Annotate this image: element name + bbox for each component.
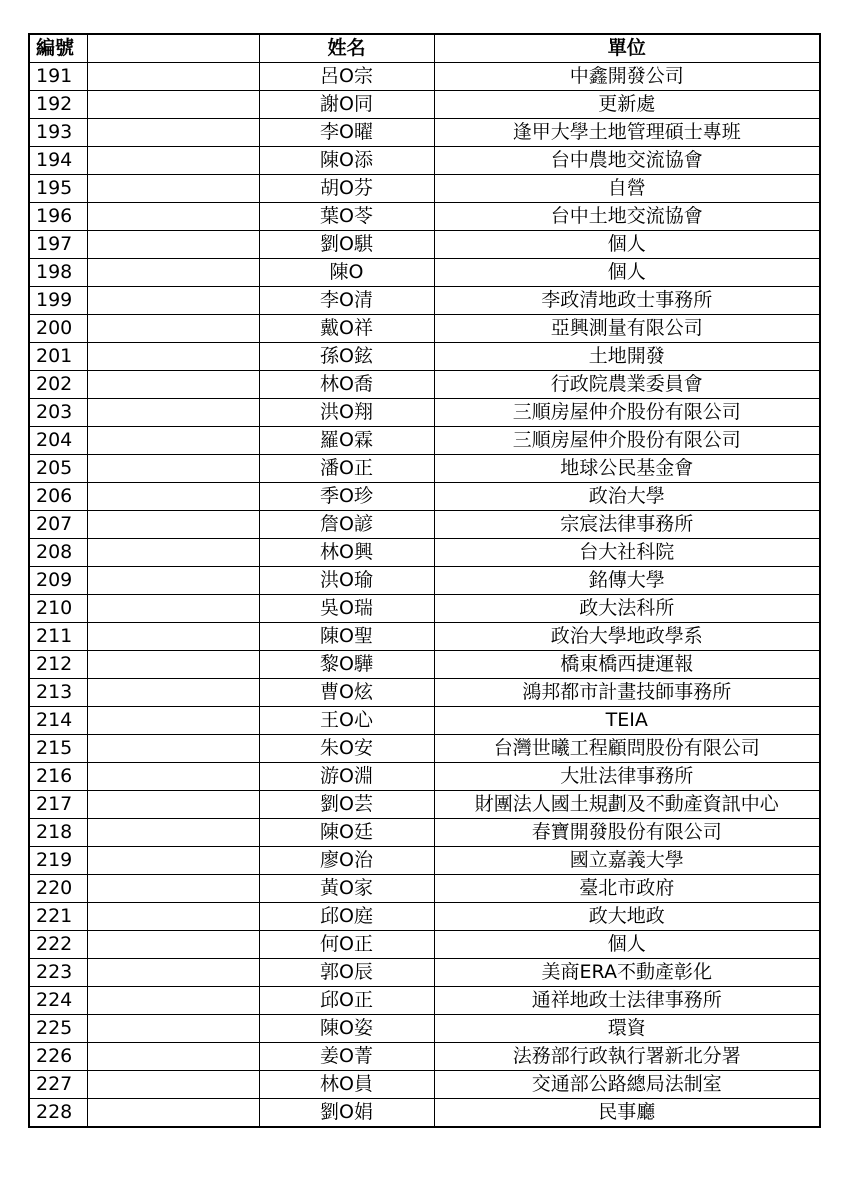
- row-blank-cell: [87, 63, 259, 91]
- table-row: [29, 875, 820, 903]
- row-number: 209: [29, 567, 87, 595]
- row-number: 214: [29, 707, 87, 735]
- row-unit: 財團法人國土規劃及不動產資訊中心: [434, 791, 820, 819]
- table-row: [29, 567, 820, 595]
- table-row: [29, 651, 820, 679]
- row-unit: 土地開發: [434, 343, 820, 371]
- row-blank-cell: [87, 175, 259, 203]
- row-blank-cell: [87, 91, 259, 119]
- header-unit: 單位: [434, 34, 820, 63]
- row-blank-cell: [87, 875, 259, 903]
- row-name: 陳O姿: [259, 1015, 434, 1043]
- row-name: 廖O治: [259, 847, 434, 875]
- row-number: 222: [29, 931, 87, 959]
- table-row: [29, 315, 820, 343]
- row-number: 226: [29, 1043, 87, 1071]
- row-name: 游O淵: [259, 763, 434, 791]
- table-row: [29, 931, 820, 959]
- row-number: 193: [29, 119, 87, 147]
- table-row: [29, 91, 820, 119]
- row-name: 吳O瑞: [259, 595, 434, 623]
- row-unit: 環資: [434, 1015, 820, 1043]
- table-row: [29, 1015, 820, 1043]
- row-name: 詹O諺: [259, 511, 434, 539]
- row-number: 218: [29, 819, 87, 847]
- table-row: [29, 1099, 820, 1128]
- row-unit: 更新處: [434, 91, 820, 119]
- row-name: 黃O家: [259, 875, 434, 903]
- table-header-row: [29, 34, 820, 63]
- row-blank-cell: [87, 371, 259, 399]
- row-unit: 大壯法律事務所: [434, 763, 820, 791]
- row-number: 191: [29, 63, 87, 91]
- row-unit: 臺北市政府: [434, 875, 820, 903]
- row-unit: 個人: [434, 931, 820, 959]
- row-blank-cell: [87, 399, 259, 427]
- row-blank-cell: [87, 847, 259, 875]
- row-unit: 交通部公路總局法制室: [434, 1071, 820, 1099]
- row-unit: 個人: [434, 231, 820, 259]
- row-blank-cell: [87, 903, 259, 931]
- table-row: [29, 63, 820, 91]
- row-name: 郭O辰: [259, 959, 434, 987]
- row-name: 王O心: [259, 707, 434, 735]
- row-blank-cell: [87, 819, 259, 847]
- table-row: [29, 1071, 820, 1099]
- row-blank-cell: [87, 651, 259, 679]
- row-blank-cell: [87, 707, 259, 735]
- row-unit: 通祥地政士法律事務所: [434, 987, 820, 1015]
- row-unit: 宗宸法律事務所: [434, 511, 820, 539]
- row-number: 194: [29, 147, 87, 175]
- row-blank-cell: [87, 679, 259, 707]
- table-row: [29, 511, 820, 539]
- table-row: [29, 735, 820, 763]
- row-name: 林O員: [259, 1071, 434, 1099]
- header-number: 編號: [29, 34, 87, 63]
- row-number: 196: [29, 203, 87, 231]
- row-number: 195: [29, 175, 87, 203]
- table-row: [29, 343, 820, 371]
- row-number: 200: [29, 315, 87, 343]
- row-name: 呂O宗: [259, 63, 434, 91]
- row-name: 戴O祥: [259, 315, 434, 343]
- row-number: 207: [29, 511, 87, 539]
- row-blank-cell: [87, 595, 259, 623]
- row-unit: 法務部行政執行署新北分署: [434, 1043, 820, 1071]
- row-blank-cell: [87, 147, 259, 175]
- row-name: 孫O鉉: [259, 343, 434, 371]
- table-row: [29, 427, 820, 455]
- row-number: 203: [29, 399, 87, 427]
- row-unit: 李政清地政士事務所: [434, 287, 820, 315]
- row-blank-cell: [87, 791, 259, 819]
- row-unit: 美商ERA不動產彰化: [434, 959, 820, 987]
- row-number: 202: [29, 371, 87, 399]
- header-blank: [87, 34, 259, 63]
- row-name: 葉O苓: [259, 203, 434, 231]
- row-unit: 國立嘉義大學: [434, 847, 820, 875]
- row-unit: 銘傳大學: [434, 567, 820, 595]
- row-number: 198: [29, 259, 87, 287]
- row-number: 221: [29, 903, 87, 931]
- table-row: [29, 203, 820, 231]
- row-number: 199: [29, 287, 87, 315]
- row-name: 邱O庭: [259, 903, 434, 931]
- table-row: [29, 959, 820, 987]
- row-blank-cell: [87, 427, 259, 455]
- row-number: 219: [29, 847, 87, 875]
- row-number: 220: [29, 875, 87, 903]
- row-name: 陳O廷: [259, 819, 434, 847]
- row-name: 李O曜: [259, 119, 434, 147]
- row-blank-cell: [87, 987, 259, 1015]
- row-unit: 政大地政: [434, 903, 820, 931]
- row-unit: 橋東橋西捷運報: [434, 651, 820, 679]
- row-name: 林O興: [259, 539, 434, 567]
- row-blank-cell: [87, 1043, 259, 1071]
- header-name: 姓名: [259, 34, 434, 63]
- row-blank-cell: [87, 623, 259, 651]
- row-name: 劉O騏: [259, 231, 434, 259]
- row-number: 192: [29, 91, 87, 119]
- row-number: 215: [29, 735, 87, 763]
- row-blank-cell: [87, 343, 259, 371]
- row-number: 208: [29, 539, 87, 567]
- row-unit: 民事廳: [434, 1099, 820, 1128]
- table-row: [29, 259, 820, 287]
- table-row: [29, 903, 820, 931]
- row-number: 216: [29, 763, 87, 791]
- row-number: 197: [29, 231, 87, 259]
- row-name: 胡O芬: [259, 175, 434, 203]
- row-unit: 中鑫開發公司: [434, 63, 820, 91]
- table-row: [29, 763, 820, 791]
- row-blank-cell: [87, 567, 259, 595]
- row-blank-cell: [87, 511, 259, 539]
- row-number: 212: [29, 651, 87, 679]
- row-unit: 三順房屋仲介股份有限公司: [434, 399, 820, 427]
- row-number: 204: [29, 427, 87, 455]
- row-name: 朱O安: [259, 735, 434, 763]
- row-number: 227: [29, 1071, 87, 1099]
- row-blank-cell: [87, 959, 259, 987]
- row-name: 林O喬: [259, 371, 434, 399]
- row-unit: 台灣世曦工程顧問股份有限公司: [434, 735, 820, 763]
- row-number: 224: [29, 987, 87, 1015]
- table-row: [29, 847, 820, 875]
- row-number: 223: [29, 959, 87, 987]
- table-row: [29, 175, 820, 203]
- row-name: 陳O添: [259, 147, 434, 175]
- row-number: 210: [29, 595, 87, 623]
- row-unit: 政治大學地政學系: [434, 623, 820, 651]
- row-name: 劉O芸: [259, 791, 434, 819]
- table-row: [29, 819, 820, 847]
- row-number: 205: [29, 455, 87, 483]
- table-row: [29, 371, 820, 399]
- table-row: [29, 147, 820, 175]
- table-row: [29, 231, 820, 259]
- row-name: 潘O正: [259, 455, 434, 483]
- row-blank-cell: [87, 287, 259, 315]
- table-row: [29, 483, 820, 511]
- table-row: [29, 623, 820, 651]
- row-unit: 政大法科所: [434, 595, 820, 623]
- row-number: 201: [29, 343, 87, 371]
- table-row: [29, 399, 820, 427]
- row-name: 洪O瑜: [259, 567, 434, 595]
- row-unit: 亞興測量有限公司: [434, 315, 820, 343]
- row-blank-cell: [87, 1071, 259, 1099]
- row-unit: 個人: [434, 259, 820, 287]
- row-number: 206: [29, 483, 87, 511]
- row-unit: 春寶開發股份有限公司: [434, 819, 820, 847]
- row-number: 217: [29, 791, 87, 819]
- participant-table: [28, 33, 821, 1128]
- row-unit: 行政院農業委員會: [434, 371, 820, 399]
- table-row: [29, 539, 820, 567]
- table-row: [29, 987, 820, 1015]
- row-unit: TEIA: [434, 707, 820, 735]
- row-unit: 地球公民基金會: [434, 455, 820, 483]
- row-unit: 政治大學: [434, 483, 820, 511]
- table-row: [29, 1043, 820, 1071]
- row-blank-cell: [87, 455, 259, 483]
- row-name: 洪O翔: [259, 399, 434, 427]
- table-row: [29, 287, 820, 315]
- row-unit: 台中農地交流協會: [434, 147, 820, 175]
- row-blank-cell: [87, 259, 259, 287]
- table-row: [29, 455, 820, 483]
- row-number: 225: [29, 1015, 87, 1043]
- row-blank-cell: [87, 763, 259, 791]
- row-unit: 逢甲大學土地管理碩士專班: [434, 119, 820, 147]
- row-blank-cell: [87, 931, 259, 959]
- row-unit: 台中土地交流協會: [434, 203, 820, 231]
- row-name: 陳O聖: [259, 623, 434, 651]
- table-row: [29, 679, 820, 707]
- row-unit: 自營: [434, 175, 820, 203]
- row-number: 213: [29, 679, 87, 707]
- row-number: 228: [29, 1099, 87, 1128]
- row-blank-cell: [87, 315, 259, 343]
- row-blank-cell: [87, 1099, 259, 1128]
- table-row: [29, 595, 820, 623]
- row-blank-cell: [87, 231, 259, 259]
- row-name: 黎O驊: [259, 651, 434, 679]
- row-name: 邱O正: [259, 987, 434, 1015]
- row-name: 何O正: [259, 931, 434, 959]
- row-blank-cell: [87, 539, 259, 567]
- row-name: 曹O炫: [259, 679, 434, 707]
- row-blank-cell: [87, 203, 259, 231]
- row-number: 211: [29, 623, 87, 651]
- row-blank-cell: [87, 735, 259, 763]
- table-row: [29, 707, 820, 735]
- row-name: 謝O同: [259, 91, 434, 119]
- row-unit: 台大社科院: [434, 539, 820, 567]
- table-body: [29, 63, 820, 1128]
- row-name: 季O珍: [259, 483, 434, 511]
- row-blank-cell: [87, 483, 259, 511]
- row-unit: 三順房屋仲介股份有限公司: [434, 427, 820, 455]
- row-blank-cell: [87, 119, 259, 147]
- row-name: 陳O: [259, 259, 434, 287]
- row-name: 李O清: [259, 287, 434, 315]
- row-name: 姜O菁: [259, 1043, 434, 1071]
- row-blank-cell: [87, 1015, 259, 1043]
- table-row: [29, 791, 820, 819]
- row-name: 劉O娟: [259, 1099, 434, 1128]
- row-unit: 鴻邦都市計畫技師事務所: [434, 679, 820, 707]
- table-row: [29, 119, 820, 147]
- row-name: 羅O霖: [259, 427, 434, 455]
